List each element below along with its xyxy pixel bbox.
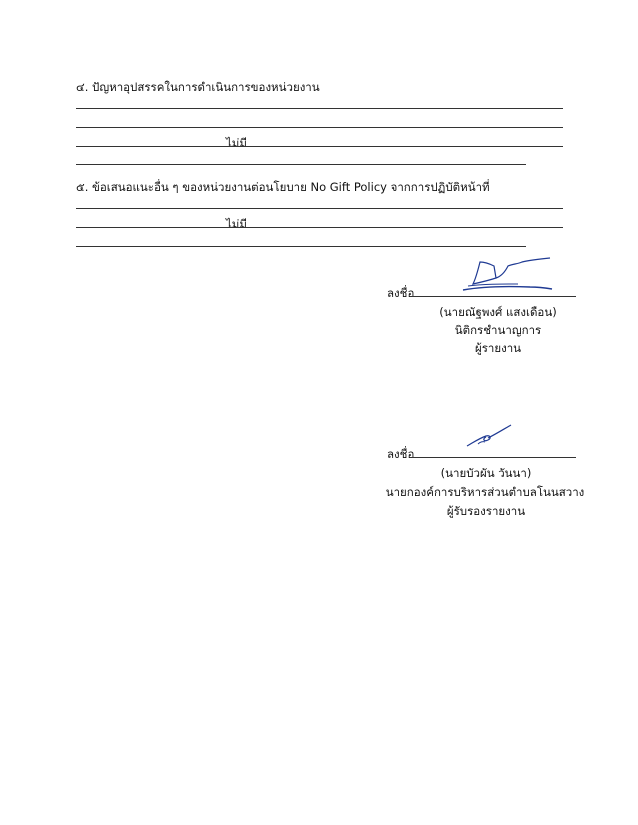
section-4-answer: ไม่มี <box>226 136 247 150</box>
signer-1-role: ผู้รายงาน <box>474 341 522 355</box>
signer-2-role: ผู้รับรองรายงาน <box>446 504 526 518</box>
section-4-rule-2 <box>76 127 563 128</box>
section-4-heading: ๔. ปัญหาอุปสรรคในการดำเนินการของหน่วยงาน <box>76 80 320 94</box>
section-5-rule-2 <box>76 227 563 228</box>
signer-2-name: (นายบัวผัน วันนา) <box>440 466 532 480</box>
section-4-rule-1 <box>76 108 563 109</box>
section-4-rule-4 <box>76 164 526 165</box>
signer-2-signature-line <box>412 457 576 458</box>
section-5-heading: ๕. ข้อเสนอแนะอื่น ๆ ของหน่วยงานต่อนโยบาย No Gift Policy จากการปฏิบัติหน้าที่ <box>76 180 490 194</box>
section-5-rule-3 <box>76 246 526 247</box>
section-5-rule-1 <box>76 208 563 209</box>
signer-1-signature-image <box>460 256 555 298</box>
section-5-answer: ไม่มี <box>226 217 247 231</box>
signer-1-name: (นายณัฐพงศ์ แสงเดือน) <box>439 305 557 319</box>
signer-2-signature-image <box>464 424 514 450</box>
signer-2-sign-label: ลงชื่อ <box>387 447 415 461</box>
section-4-rule-3 <box>76 146 563 147</box>
signer-1-position: นิติกรชำนาญการ <box>454 323 542 337</box>
signer-1-sign-label: ลงชื่อ <box>387 286 415 300</box>
signer-2-position: นายกองค์การบริหารส่วนตำบลโนนสวาง <box>385 485 585 499</box>
